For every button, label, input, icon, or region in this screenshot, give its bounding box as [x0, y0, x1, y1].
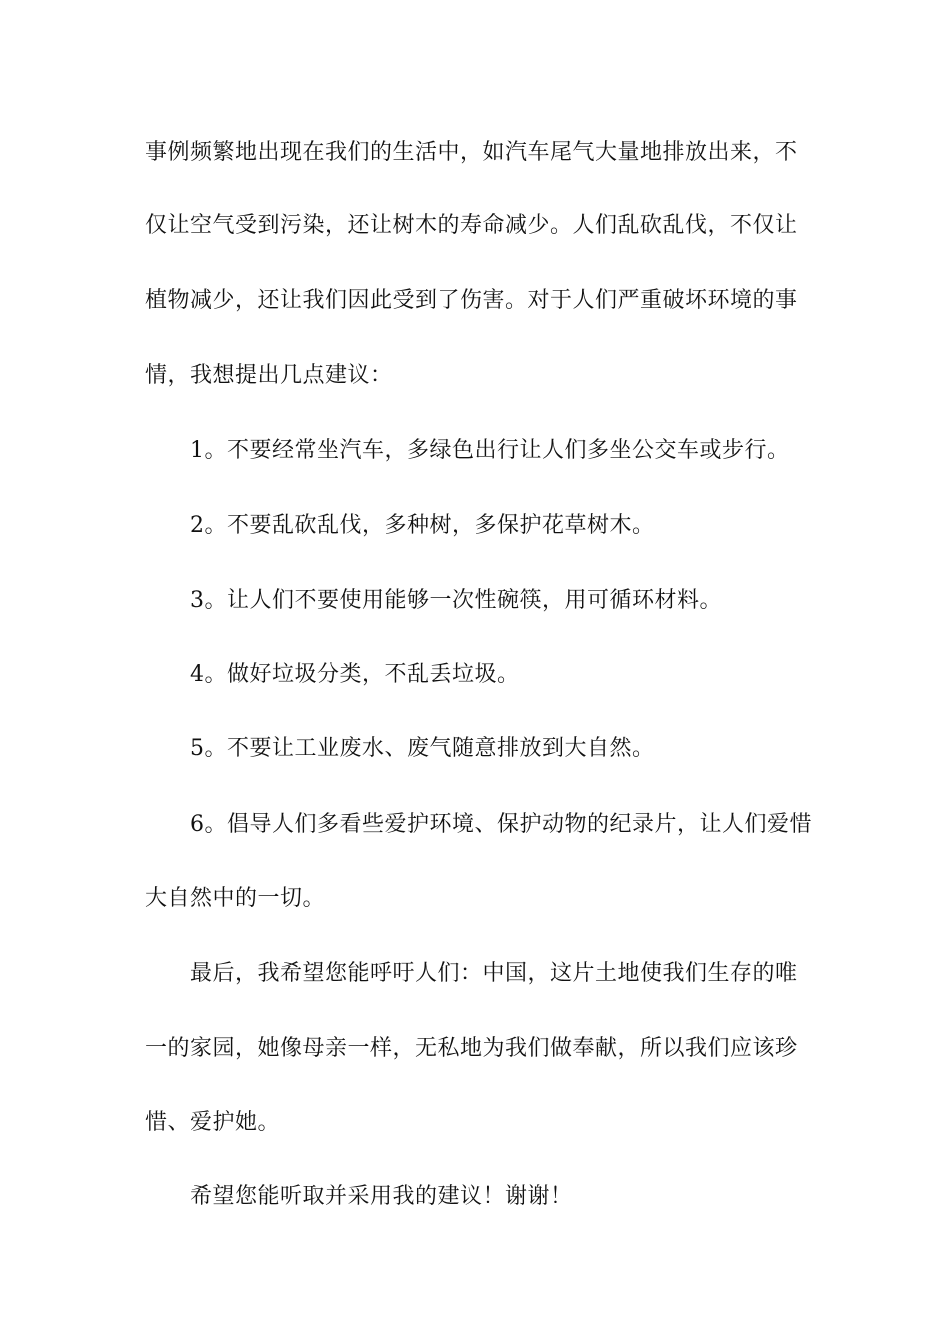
paragraph-line: 仅让空气受到污染，还让树木的寿命减少。人们乱砍乱伐，不仅让	[145, 213, 798, 238]
list-item-3: 3。让人们不要使用能够一次性碗筷，用可循环材料。	[190, 588, 722, 613]
list-item-4: 4。做好垃圾分类，不乱丢垃圾。	[190, 662, 520, 687]
paragraph-line: 事例频繁地出现在我们的生活中，如汽车尾气大量地排放出来，不	[145, 140, 798, 165]
paragraph-line: 最后，我希望您能呼吁人们：中国，这片土地使我们生存的唯	[190, 961, 798, 986]
list-item-2: 2。不要乱砍乱伐，多种树，多保护花草树木。	[190, 513, 655, 538]
paragraph-line: 大自然中的一切。	[145, 886, 326, 911]
list-item-6: 6。倡导人们多看些爱护环境、保护动物的纪录片，让人们爱惜	[190, 812, 812, 837]
closing-line: 希望您能听取并采用我的建议！谢谢！	[190, 1184, 573, 1209]
paragraph-line: 植物减少，还让我们因此受到了伤害。对于人们严重破坏环境的事	[145, 288, 798, 313]
list-item-5: 5。不要让工业废水、废气随意排放到大自然。	[190, 736, 655, 761]
list-item-1: 1。不要经常坐汽车，多绿色出行让人们多坐公交车或步行。	[190, 438, 790, 463]
paragraph-line: 惜、爱护她。	[145, 1110, 281, 1135]
paragraph-line: 一的家园，她像母亲一样，无私地为我们做奉献，所以我们应该珍	[145, 1036, 798, 1061]
paragraph-line: 情，我想提出几点建议：	[145, 363, 393, 388]
